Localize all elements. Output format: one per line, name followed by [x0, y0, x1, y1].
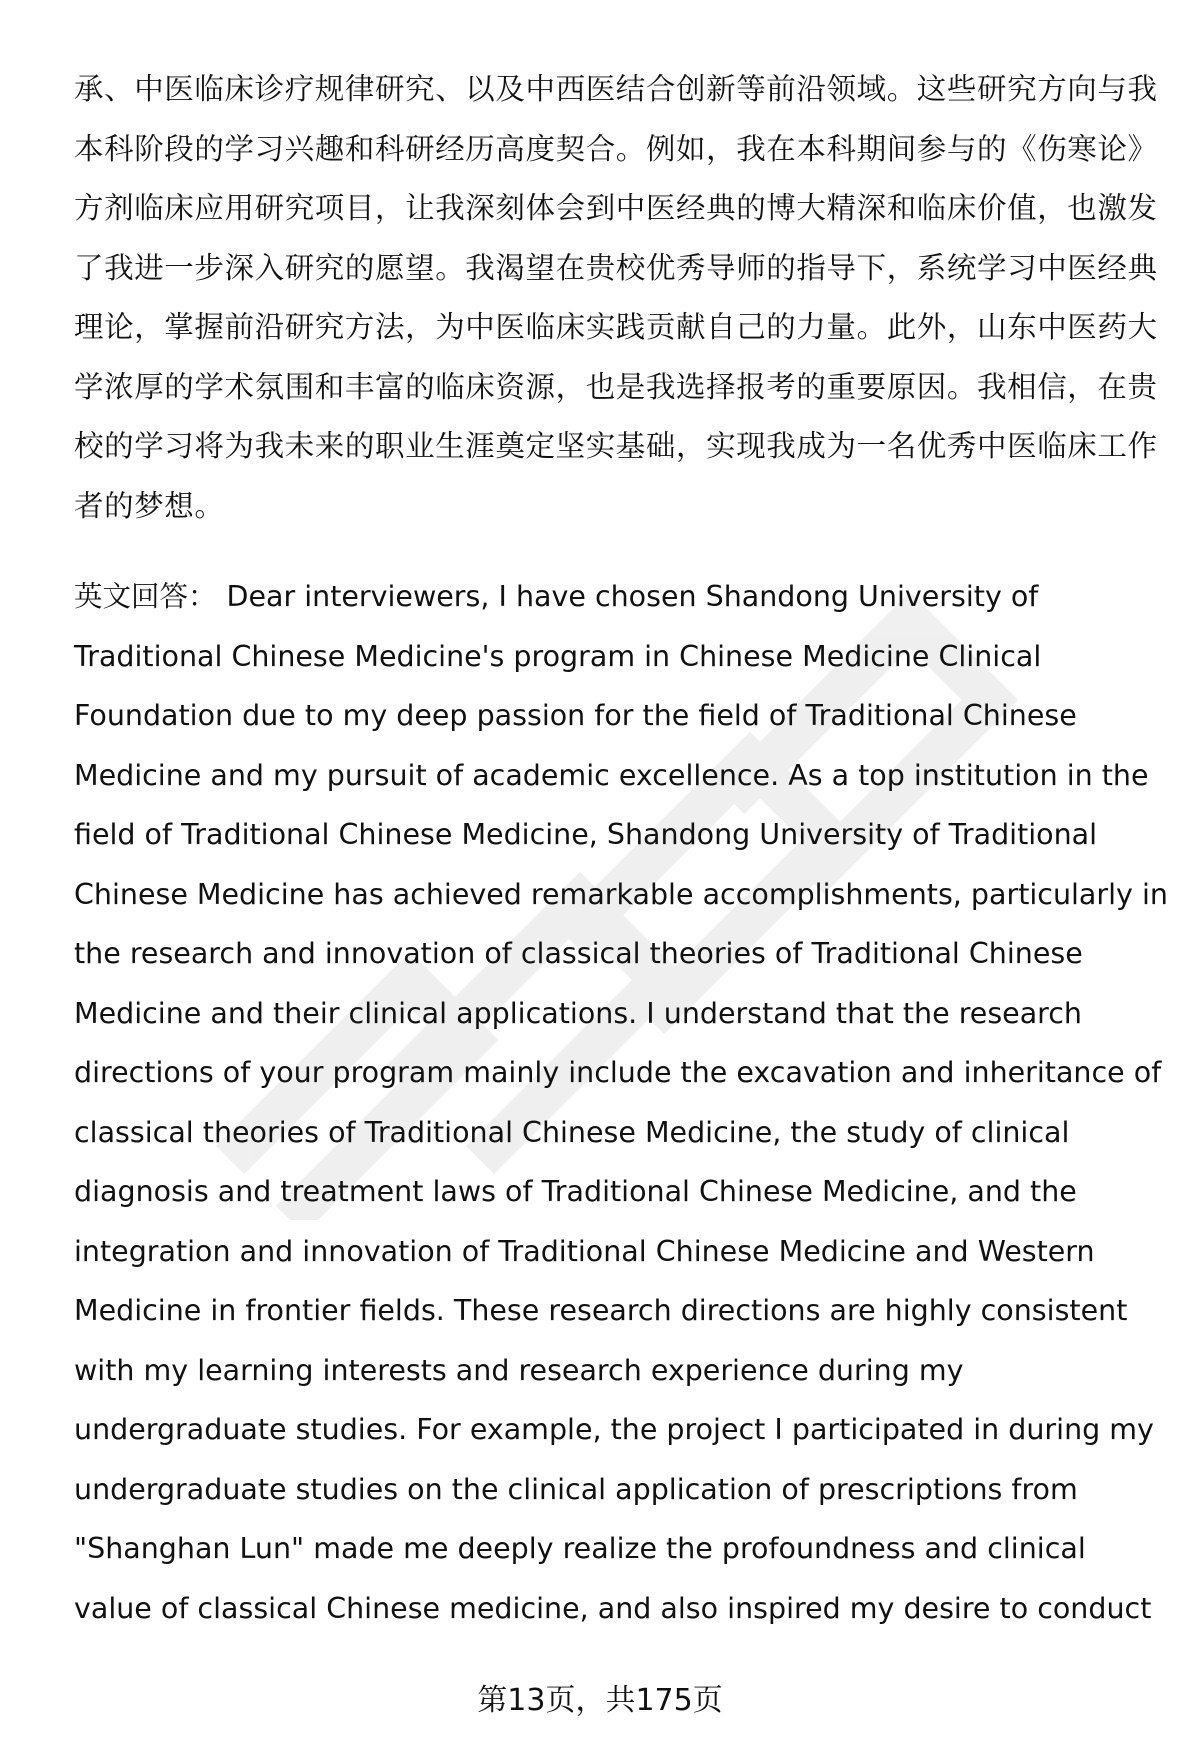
text-line: Foundation due to my deep passion for the field of Traditional Chinese	[74, 699, 1077, 732]
english-answer	[74, 567, 1168, 1638]
answer-label: 英文回答：	[74, 580, 217, 613]
text-line: 者的梦想。	[74, 488, 225, 523]
text-line: field of Traditional Chinese Medicine, Shandong University of Traditional	[74, 818, 1098, 851]
text-line: 了我进一步深入研究的愿望。我渴望在贵校优秀导师的指导下，系统学习中医经典	[74, 250, 1158, 285]
text-line: 理论，掌握前沿研究方法，为中医临床实践贡献自己的力量。此外，山东中医药大	[74, 310, 1158, 344]
text-line: integration and innovation of Traditional Chinese Medicine and Western	[74, 1234, 1095, 1268]
text-line	[74, 567, 1164, 627]
text-line: Medicine in frontier fields. These research directions are highly consistent	[74, 1294, 1128, 1327]
answer-first-line: Dear interviewers, I have chosen Shandong University of	[226, 580, 1039, 613]
text-line: value of classical Chinese medicine, and also inspired my desire to conduct	[74, 1591, 1152, 1625]
text-line: the research and innovation of classical theories of Traditional Chinese	[74, 937, 1083, 970]
page-indicator: 第13页，共175页	[477, 1683, 723, 1718]
text-line: Traditional Chinese Medicine's program in Chinese Medicine Clinical	[74, 639, 1042, 673]
text-line: Medicine and their clinical applications. I understand that the research	[74, 996, 1082, 1030]
text-line: undergraduate studies. For example, the project I participated in during my	[74, 1413, 1154, 1446]
text-line: with my learning interests and research experience during my	[74, 1353, 964, 1387]
chinese-paragraph	[74, 60, 1164, 536]
text-line: 方剂临床应用研究项目，让我深刻体会到中医经典的博大精深和临床价值，也激发	[74, 191, 1158, 225]
text-line: directions of your program mainly include the excavation and inheritance of	[74, 1056, 1162, 1089]
text-line: classical theories of Traditional Chinese Medicine, the study of clinical	[74, 1115, 1070, 1149]
text-line: 承、中医临床诊疗规律研究、以及中西医结合创新等前沿领域。这些研究方向与我	[74, 72, 1158, 106]
text-line: 本科阶段的学习兴趣和科研经历高度契合。例如，我在本科期间参与的《伤寒论》	[74, 131, 1158, 166]
text-line: undergraduate studies on the clinical application of prescriptions from	[74, 1472, 1078, 1506]
text-line: "Shanghan Lun" made me deeply realize the profoundness and clinical	[74, 1532, 1086, 1565]
text-line: 学浓厚的学术氛围和丰富的临床资源，也是我选择报考的重要原因。我相信，在贵	[74, 369, 1158, 404]
text-line: Chinese Medicine has achieved remarkable accomplishments, particularly in	[74, 877, 1168, 911]
text-line: diagnosis and treatment laws of Traditional Chinese Medicine, and the	[74, 1175, 1077, 1208]
text-line: 校的学习将为我未来的职业生涯奠定坚实基础，实现我成为一名优秀中医临床工作	[74, 429, 1158, 463]
text-line: Medicine and my pursuit of academic excellence. As a top institution in the	[74, 758, 1149, 792]
